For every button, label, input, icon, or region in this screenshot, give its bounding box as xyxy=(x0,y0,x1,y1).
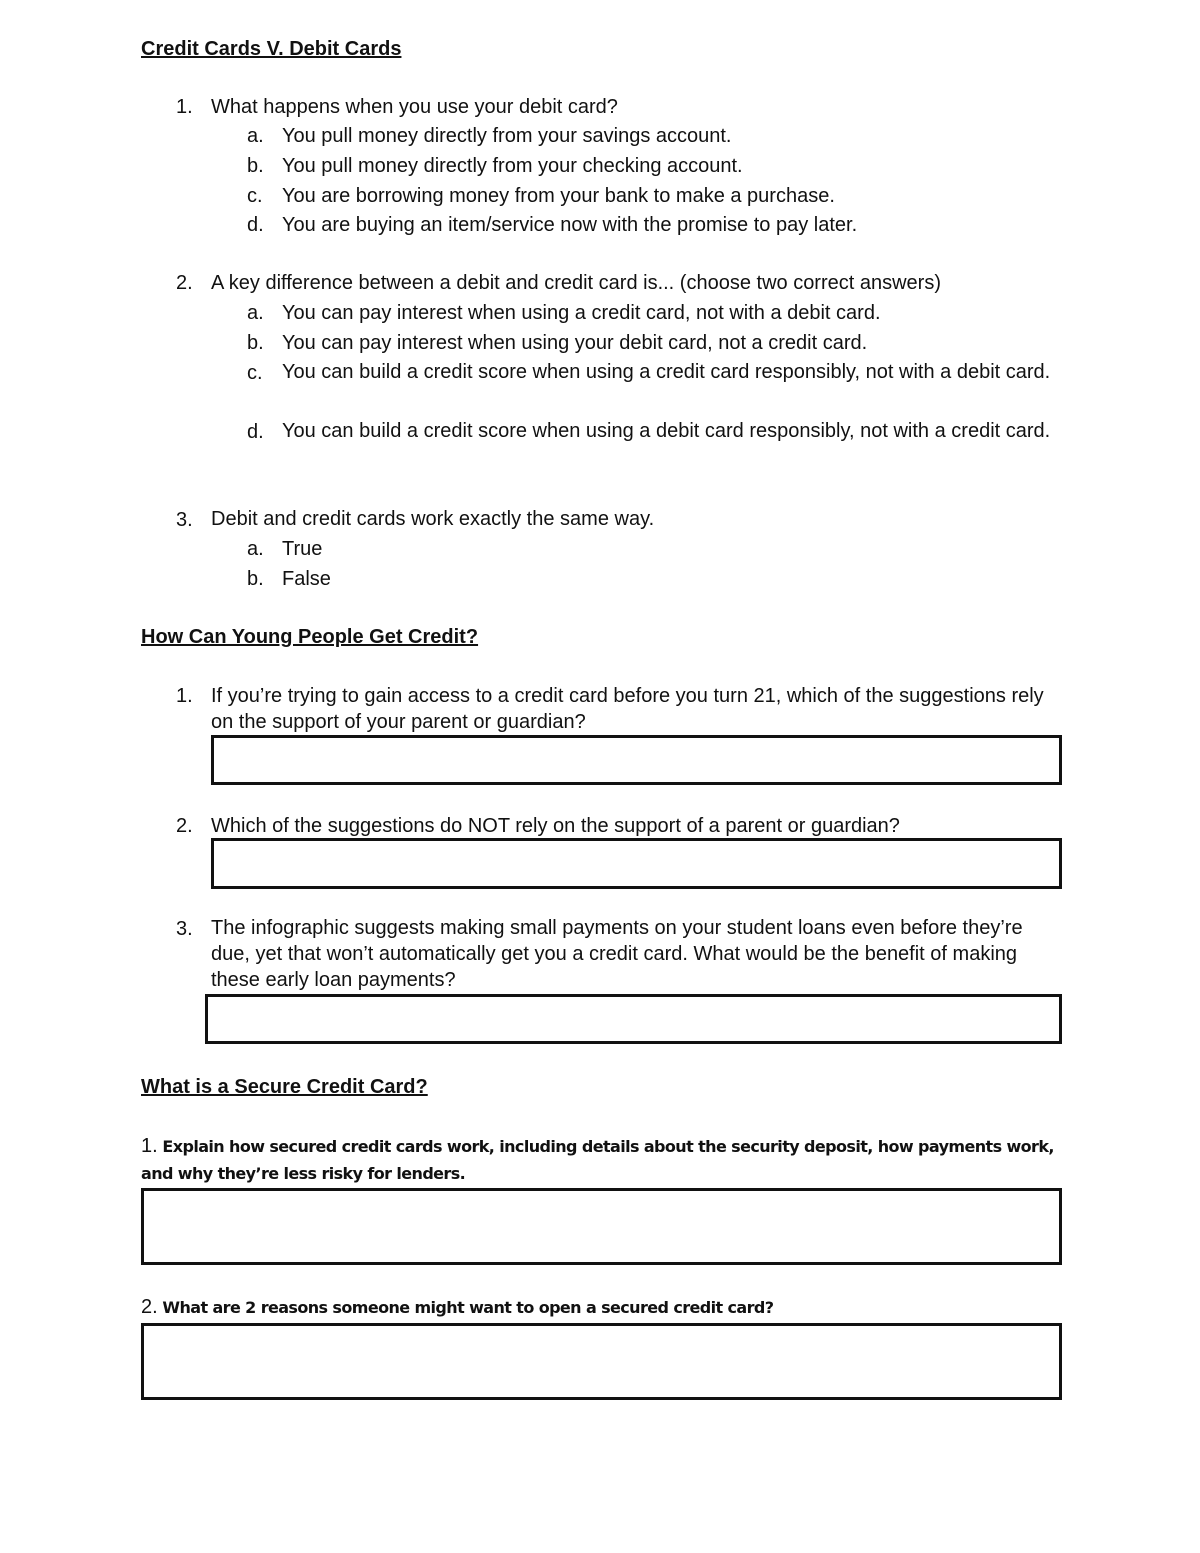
question-text xyxy=(141,1133,1061,1187)
option-letter: a. xyxy=(247,302,264,324)
question-text: Debit and credit cards work exactly the same way. xyxy=(211,508,655,530)
question-number: 1. xyxy=(176,685,193,707)
section-heading-secure-credit-card: What is a Secure Credit Card? xyxy=(141,1076,428,1098)
option-letter: a. xyxy=(247,538,264,560)
question-prompt: What are 2 reasons someone might want to open a secured credit card? xyxy=(162,1298,774,1317)
question-number: 3. xyxy=(176,918,193,940)
answer-option[interactable]: True xyxy=(282,538,323,560)
option-letter: b. xyxy=(247,155,264,177)
section-heading-credit-vs-debit: Credit Cards V. Debit Cards xyxy=(141,38,402,60)
question-text xyxy=(141,1294,1061,1321)
answer-option[interactable]: You pull money directly from your checking account. xyxy=(282,155,743,177)
question-text: Which of the suggestions do NOT rely on the support of a parent or guardian? xyxy=(211,815,900,837)
option-letter: c. xyxy=(247,362,263,384)
answer-box[interactable] xyxy=(211,735,1062,785)
answer-box[interactable] xyxy=(141,1323,1062,1400)
answer-option[interactable]: You pull money directly from your savings account. xyxy=(282,125,732,147)
answer-box[interactable] xyxy=(205,994,1062,1044)
option-letter: b. xyxy=(247,568,264,590)
option-letter: d. xyxy=(247,421,264,443)
option-letter: a. xyxy=(247,125,264,147)
question-number: 3. xyxy=(176,509,193,531)
question-text: The infographic suggests making small payments on your student loans even before they’re due, yet that won’t automatically get you a credit card. What would be the benefit of making these early loan payments? xyxy=(211,917,1023,991)
section-heading-young-people-credit: How Can Young People Get Credit? xyxy=(141,626,479,648)
answer-option[interactable]: You can pay interest when using your debit card, not a credit card. xyxy=(282,332,868,354)
answer-option[interactable]: You can build a credit score when using a debit card responsibly, not with a credit card. xyxy=(282,420,1051,442)
answer-option[interactable]: You are buying an item/service now with the promise to pay later. xyxy=(282,214,858,236)
question-number: 2. xyxy=(141,1296,158,1318)
option-letter: d. xyxy=(247,214,264,236)
question-prompt: Explain how secured credit cards work, including details about the security deposit, how payments work, and why they’re less risky for lenders. xyxy=(141,1137,1054,1183)
answer-option[interactable]: You can pay interest when using a credit card, not with a debit card. xyxy=(282,302,881,324)
option-letter: b. xyxy=(247,332,264,354)
question-number: 1. xyxy=(176,96,193,118)
question-number: 1. xyxy=(141,1135,158,1157)
answer-option[interactable]: You are borrowing money from your bank to make a purchase. xyxy=(282,185,835,207)
answer-option[interactable]: False xyxy=(282,568,331,590)
answer-box[interactable] xyxy=(141,1188,1062,1265)
answer-box[interactable] xyxy=(211,838,1062,889)
question-number: 2. xyxy=(176,272,193,294)
option-letter: c. xyxy=(247,185,263,207)
question-number: 2. xyxy=(176,815,193,837)
answer-option[interactable]: You can build a credit score when using a credit card responsibly, not with a debit card. xyxy=(282,361,1051,383)
question-text: What happens when you use your debit card? xyxy=(211,96,618,118)
question-text: If you’re trying to gain access to a credit card before you turn 21, which of the suggestions rely on the support of your parent or guardian? xyxy=(211,685,1044,733)
question-text: A key difference between a debit and credit card is... (choose two correct answers) xyxy=(211,272,941,294)
